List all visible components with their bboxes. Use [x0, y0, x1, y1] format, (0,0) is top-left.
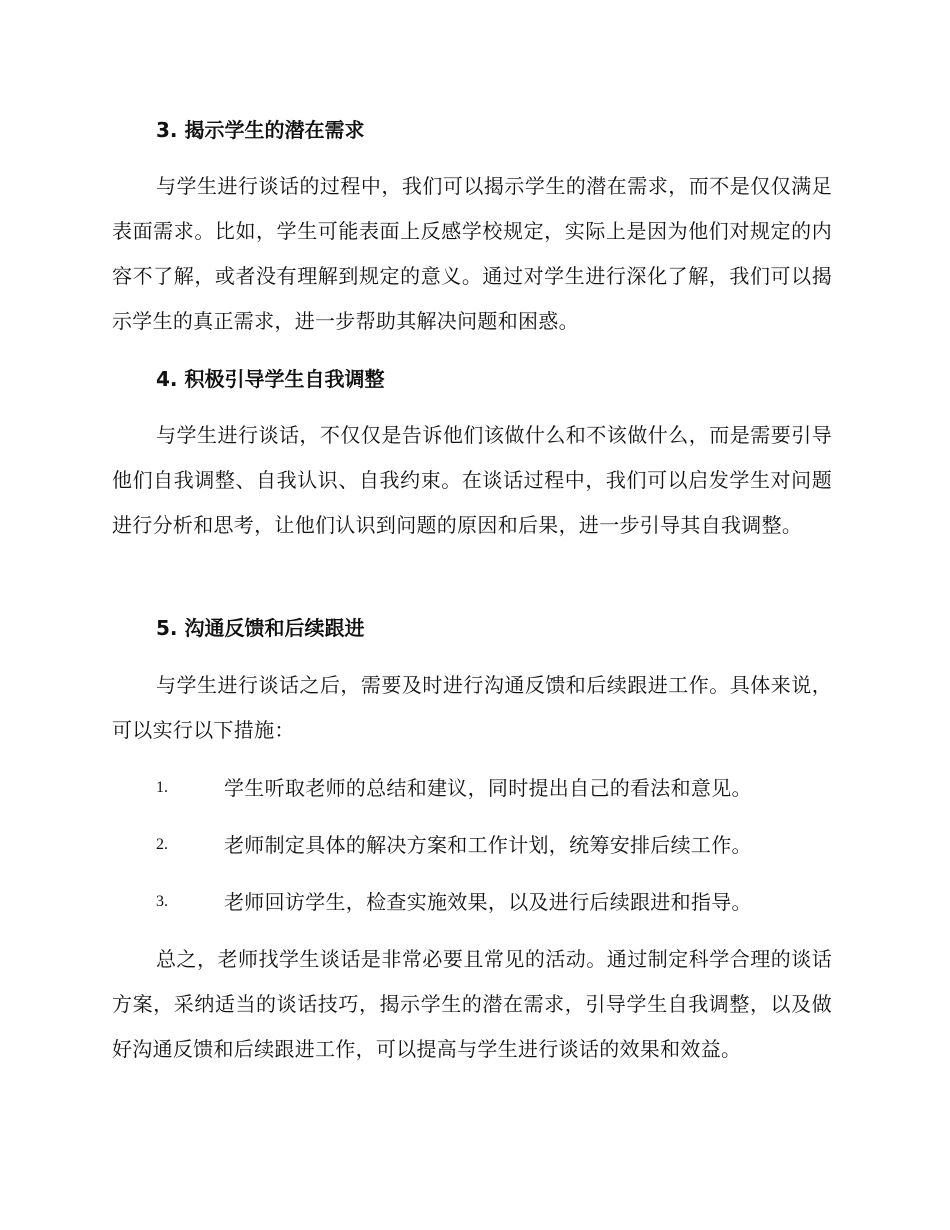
list-item-number: 3. — [156, 893, 168, 910]
list-item — [112, 774, 832, 802]
list-item-text: 老师制定具体的解决方案和工作计划，统筹安排后续工作。 — [224, 833, 752, 857]
section-5-heading: 5. 沟通反馈和后续跟进 — [156, 616, 365, 640]
conclusion-paragraph: 总之，老师找学生谈话是非常必要且常见的活动。通过制定科学合理的谈话方案，采纳适当的谈话技巧，揭示学生的潜在需求，引导学生自我调整，以及做好沟通反馈和后续跟进工作，可以提高与学生进行谈话的效果和效益。 — [112, 947, 832, 1061]
list-item-text: 老师回访学生，检查实施效果，以及进行后续跟进和指导。 — [224, 890, 752, 914]
section-4-paragraph: 与学生进行谈话，不仅仅是告诉他们该做什么和不该做什么，而是需要引导他们自我调整、自我认识、自我约束。在谈话过程中，我们可以启发学生对问题进行分析和思考，让他们认识到问题的原因和后果，进一步引导其自我调整。 — [112, 423, 832, 537]
section-3-heading: 3. 揭示学生的潜在需求 — [156, 118, 365, 142]
section-4-heading: 4. 积极引导学生自我调整 — [156, 367, 385, 391]
list-item — [112, 831, 832, 859]
section-3-paragraph: 与学生进行谈话的过程中，我们可以揭示学生的潜在需求，而不是仅仅满足表面需求。比如，学生可能表面上反感学校规定，实际上是因为他们对规定的内容不了解，或者没有理解到规定的意义。通过对学生进行深化了解，我们可以揭示学生的真正需求，进一步帮助其解决问题和困惑。 — [112, 174, 832, 333]
list-item — [112, 888, 832, 916]
list-item-number: 2. — [156, 836, 168, 853]
list-item-number: 1. — [156, 779, 168, 796]
list-item-text: 学生听取老师的总结和建议，同时提出自己的看法和意见。 — [224, 776, 752, 800]
section-5-paragraph: 与学生进行谈话之后，需要及时进行沟通反馈和后续跟进工作。具体来说，可以实行以下措施： — [112, 673, 832, 742]
